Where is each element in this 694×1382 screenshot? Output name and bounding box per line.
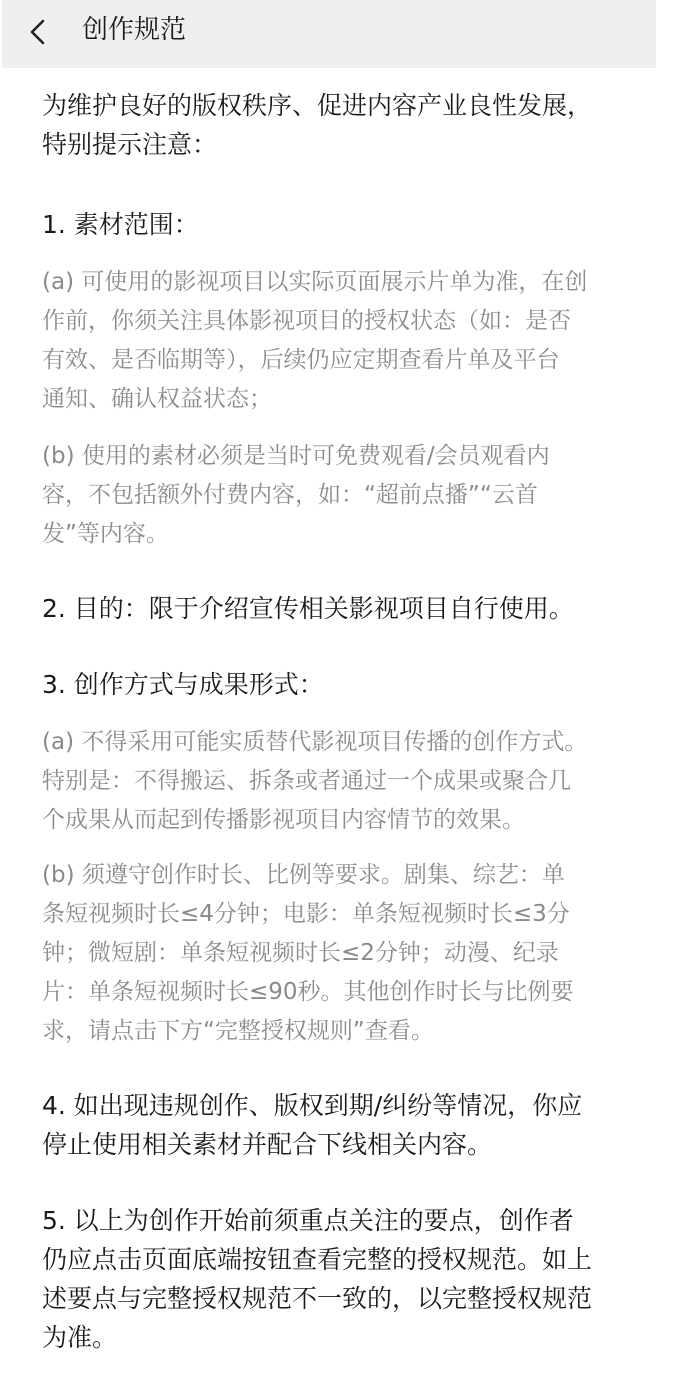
back-button[interactable] [20,12,60,52]
text-line: 5. 以上为创作开始前须重点关注的要点，创作者 [42,1206,574,1235]
chevron-left-icon [20,12,60,52]
text-line: (a) 不得采用可能实质替代影视项目传播的创作方式。 [42,729,588,755]
text-line: 特别是：不得搬运、拆条或者通过一个成果或聚合几 [42,768,571,794]
text-line: 仍应点击页面底端按钮查看完整的授权规范。如上 [42,1245,593,1274]
intro-paragraph [42,86,632,164]
text-line: 停止使用相关素材并配合下线相关内容。 [42,1130,493,1159]
text-line: 容，不包括额外付费内容，如：“超前点播”“云首 [42,482,538,508]
text-line: 片：单条短视频时长≤90秒。其他创作时长与比例要 [42,979,574,1005]
section2-heading: 2. 目的：限于介绍宣传相关影视项目自行使用。 [42,594,574,623]
text-line: 有效、是否临期等），后续仍应定期查看片单及平台 [42,347,560,373]
page-title: 创作规范 [82,15,187,45]
text-line: (b) 使用的素材必须是当时可免费观看/会员观看内 [42,443,550,469]
text-line: (b) 须遵守创作时长、比例等要求。剧集、综艺：单 [42,862,565,888]
text-line: 述要点与完整授权规范不一致的，以完整授权规范 [42,1284,593,1313]
section3-item-a [42,723,632,840]
section3-item-b [42,856,632,1051]
text-line: (a) 可使用的影视项目以实际页面展示片单为准，在创 [42,269,588,295]
text-line: 求，请点击下方“完整授权规则”查看。 [42,1018,434,1044]
section1-heading: 1. 素材范围： [42,210,199,239]
section5-paragraph [42,1201,632,1357]
text-line: 个成果从而起到传播影视项目内容情节的效果。 [42,807,525,833]
text-line: 作前，你须关注具体影视项目的授权状态（如：是否 [42,308,571,334]
section4-paragraph [42,1086,632,1164]
text-line: 特别提示注意： [42,130,218,159]
text-line: 发”等内容。 [42,521,169,547]
section1-item-b [42,437,632,554]
top-bar [2,0,656,68]
text-line: 钟；微短剧：单条短视频时长≤2分钟；动漫、纪录 [42,940,559,966]
text-line: 4. 如出现违规创作、版权到期/纠纷等情况，你应 [42,1091,583,1120]
text-line: 为准。 [42,1323,118,1352]
section1-item-a [42,263,632,419]
section3-heading: 3. 创作方式与成果形式： [42,670,324,699]
text-line: 条短视频时长≤4分钟；电影：单条短视频时长≤3分 [42,901,570,927]
text-line: 为维护良好的版权秩序、促进内容产业良性发展， [42,91,593,120]
text-line: 通知、确认权益状态； [42,386,272,412]
